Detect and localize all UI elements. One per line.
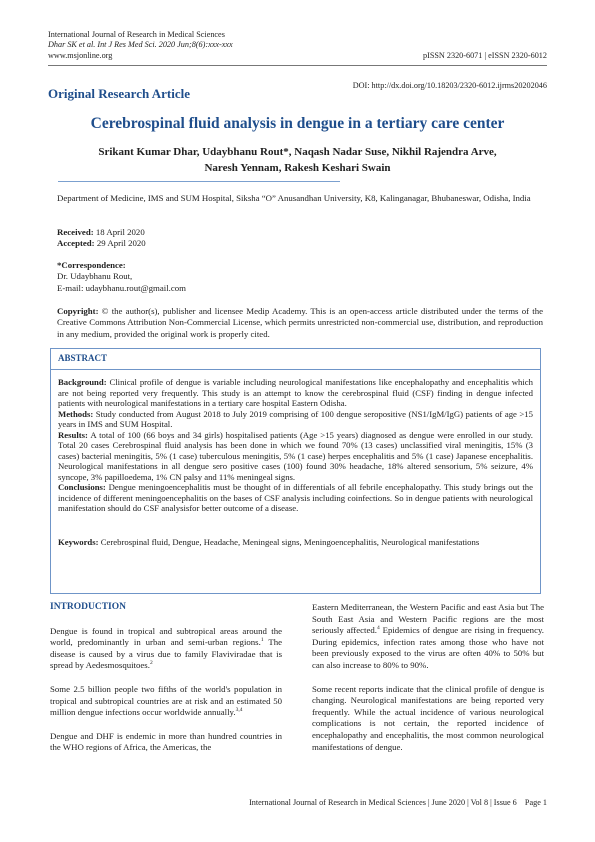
abstract-results [58,430,533,483]
header-divider [48,65,547,66]
intro-paragraph-5: Some recent reports indicate that the clinical profile of dengue is changing. Neurological manifestations are being reported very frequently. While the actual incidence of various neurological complications is not certain, the reported incidence of encephalopathy and encephalitis, the most common neurological manifestations of dengue. [312,683,544,752]
abstract-methods [58,409,533,430]
intro-paragraph-4 [312,602,544,672]
intro-paragraph-3: Dengue and DHF is endemic in more than hundred countries in the WHO regions of Africa, the Americas, the [50,730,282,753]
right-column [312,602,544,765]
article-title: Cerebrospinal fluid analysis in dengue in a tertiary care center [90,115,505,132]
authors [60,145,535,176]
authors-line-1: Srikant Kumar Dhar, Udaybhanu Rout*, Naqash Nadar Suse, Nikhil Rajendra Arve, [98,146,497,158]
results-text: A total of 100 (66 boys and 34 girls) hospitalised patients (Age >15 years) diagnosed as dengue were enrolled in our study. Total 20 cases Cerebrospinal fluid analysis has been done in which we found 70% (13 cases) unclassified viral meningitis, 15% (3 cases) bacterial meningitis, 5% (1 case) tuberculous meningitis, 5% (1 case) herpes encephalitis and 5% (1 case) Japanese encephalitis. Neurological manifestations in all dengue sero positive cases (100) found 30% headache, 18% altered sensorium, 5% seizure, 4% syncope, 3% papilloedema, 1% CN palsy and 11% meningeal signs. [58,429,533,482]
correspondence-email[interactable]: E-mail: udaybhanu.rout@gmail.com [57,282,187,293]
background-label: Background: [58,377,107,387]
background-text: Clinical profile of dengue is variable including neurological manifestations like encephalopathy and encephalitis which are not being reported very frequently. This study is an attempt to know the cerebrospinal fluid (CSF) finding in dengue infected patients with neurological manifestations in a tertiary care hospital Eastern Odisha. [58,377,534,408]
citation-ref: 4 [376,625,380,632]
received-label: Received: [57,227,94,237]
results-label: Results: [58,429,88,440]
copyright-label: Copyright: [57,306,99,316]
citation-ref: 2 [149,660,153,667]
intro-p1-text-a: Dengue is found in tropical and subtropical areas around the world, predominantly in urban and semi-urban regions. [50,625,282,648]
left-column [50,602,282,766]
title-separator [58,181,340,182]
abstract-background [58,377,533,409]
abstract-conclusions [58,482,533,514]
methods-label: Methods: [58,408,94,419]
keywords-text: Cerebrospinal fluid, Dengue, Headache, Meningeal signs, Meningoencephalitis, Neurological manifestations [100,537,480,547]
article-type: Original Research Article [48,86,191,101]
website-link[interactable]: www.msjonline.org [48,51,113,60]
keywords-label: Keywords: [58,537,99,547]
conclusions-label: Conclusions: [58,482,106,492]
issn: pISSN 2320-6071 | eISSN 2320-6012 [423,51,547,60]
received-value: 18 April 2020 [95,227,145,237]
copyright-text: © the author(s), publisher and licensee Medip Academy. This is an open-access article distributed under the terms of the Creative Commons Attribution Non-Commercial License, which permits unrestricted non-commercial use, distribution, and reproduction in any medium, provided the original work is properly cited. [57,306,543,339]
conclusions-text: Dengue meningoencephalitis must be thought of in differentials of all febrile encephalopathy. This study brings out the incidence of different meningoencephalitis on the bases of CSF analysis including coinfections. So in dengue patients with neurological manifestation should do CSF analysisfor better outcome of a disease. [58,482,533,513]
intro-paragraph-1 [50,626,282,672]
doi-link[interactable]: DOI: http://dx.doi.org/10.18203/2320-6012.ijrms20202046 [352,81,547,90]
journal-name: International Journal of Research in Medical Sciences [48,30,225,39]
correspondence-label: *Correspondence: [57,260,126,270]
correspondence [57,260,543,294]
keywords [58,537,533,548]
authors-line-2: Naresh Yennam, Rakesh Keshari Swain [204,161,391,174]
abstract-divider [50,369,541,370]
intro-p4-text-b: Epidemics of dengue are rising in frequency. During epidemics, infection rates among those who have not been previously exposed to the virus are often 40% to 50% but can also increase to 80% to 90%. [312,625,544,670]
accepted-date [57,238,543,249]
intro-p1-text-b: The disease is caused by a virus due to family Flaviviradae that is spread by Aedesmosquitoes. [50,637,283,671]
received-date [57,227,543,238]
intro-p4-text-a: Eastern Mediterranean, the Western Pacific and east Asia but The South East Asia and Western Pacific regions are the most seriously affected. [312,602,544,636]
intro-paragraph-2 [50,684,282,719]
abstract-text [58,377,533,514]
accepted-label: Accepted: [57,238,95,248]
methods-text: Study conducted from August 2018 to July 2019 comprising of 100 dengue seropositive (NS1/IgM/IgG) patients of age >15 years in IMS and SUM Hospital. [58,408,533,429]
correspondence-name: Dr. Udaybhanu Rout, [57,271,133,282]
intro-p2-text: Some 2.5 billion people two fifths of the world's population in tropical and subtropical countries are at risk and an estimated 50 million dengue infections occur worldwide annually. [50,683,282,718]
accepted-value: 29 April 2020 [96,238,146,248]
citation: Dhar SK et al. Int J Res Med Sci. 2020 Jun;8(6):xxx-xxx [48,40,233,49]
introduction-heading: INTRODUCTION [50,602,127,612]
citation-ref: 3,4 [235,707,243,714]
affiliation: Department of Medicine, IMS and SUM Hospital, Siksha “O” Anusandhan University, K8, Kalinganagar, Bhubaneswar, Odisha, India [57,193,531,203]
abstract-heading: ABSTRACT [58,353,108,363]
citation-ref: 1 [260,637,264,644]
copyright [57,306,543,340]
page-footer: International Journal of Research in Medical Sciences | June 2020 | Vol 8 | Issue 6 Page 1 [249,798,547,807]
